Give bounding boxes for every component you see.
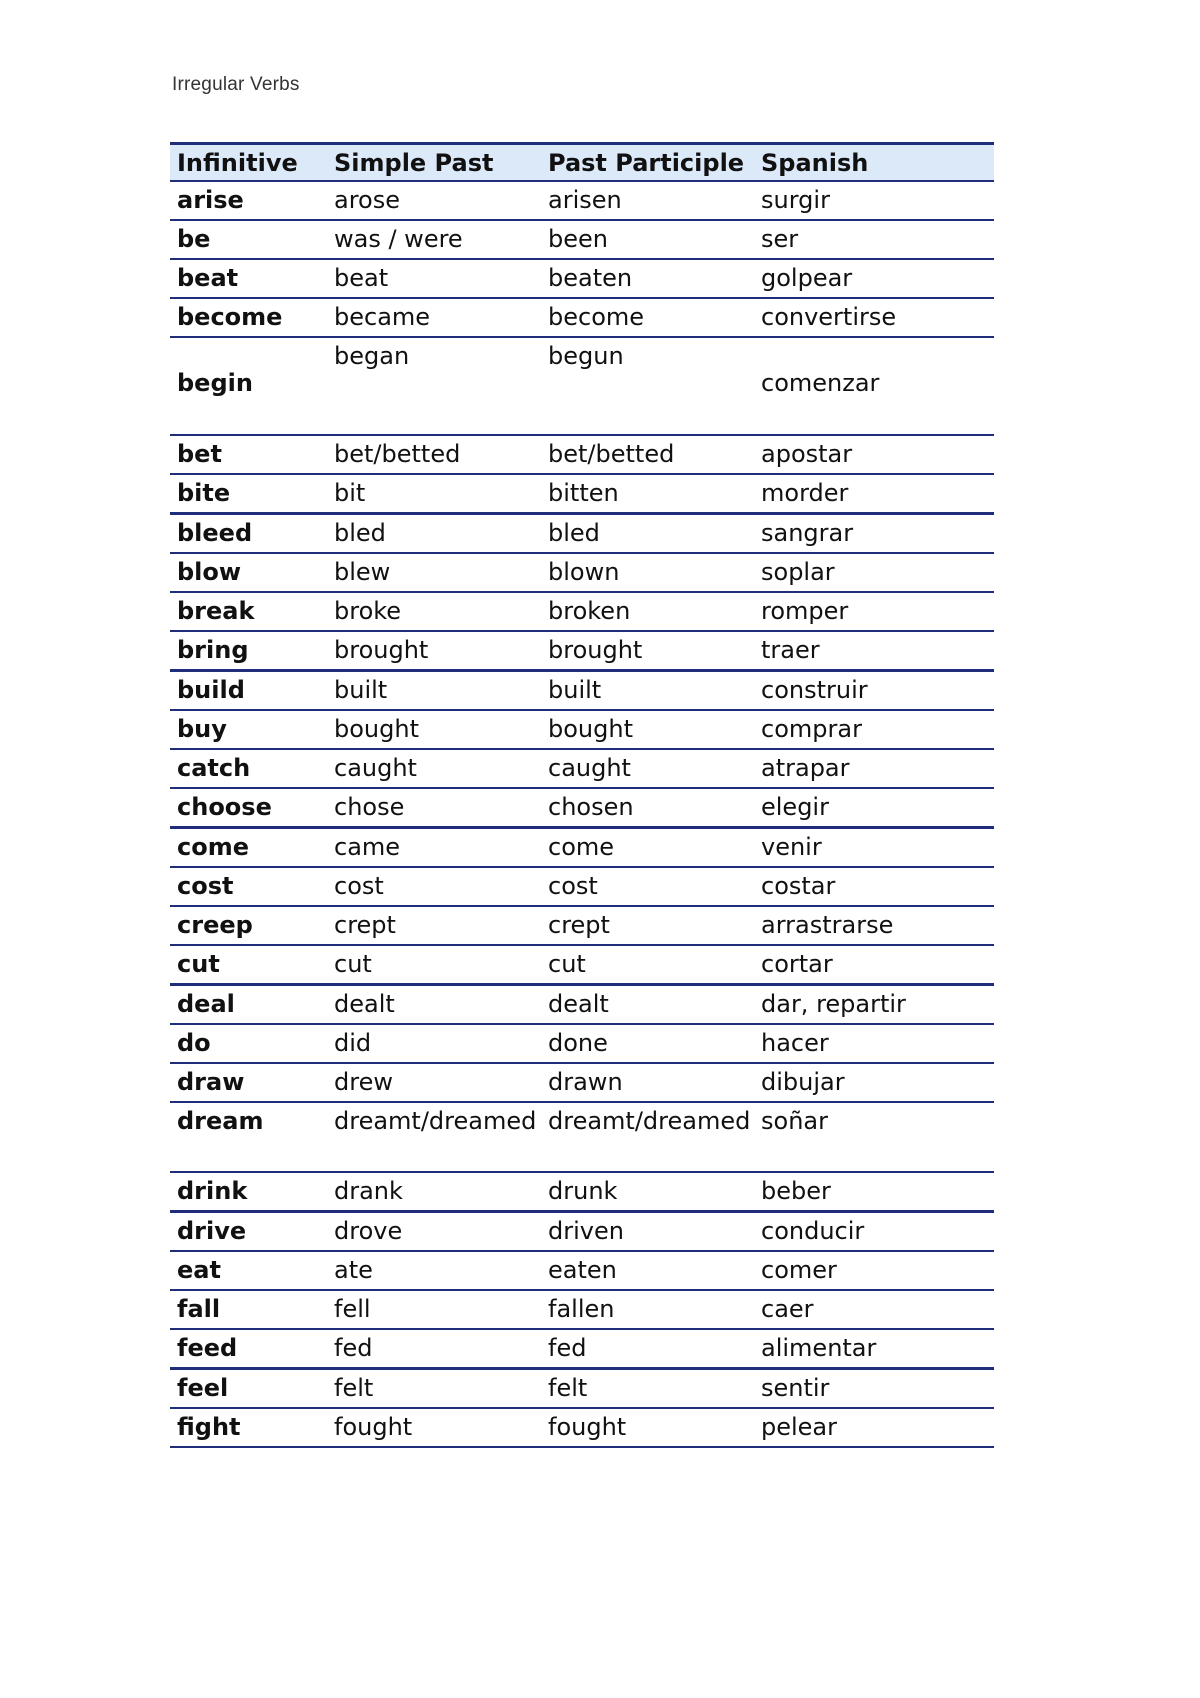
cell-simple-past: bled (327, 514, 541, 554)
cell-past-participle: dealt (541, 985, 754, 1025)
cell-simple-past: crept (327, 906, 541, 945)
cell-spanish: dibujar (754, 1063, 994, 1102)
cell-simple-past: bit (327, 474, 541, 514)
table-row (170, 710, 994, 749)
table-row (170, 867, 994, 906)
header-past-participle: Past Participle (541, 144, 754, 182)
table-row (170, 220, 994, 259)
cell-past-participle: dreamt/dreamed (541, 1102, 754, 1172)
cell-spanish: construir (754, 671, 994, 711)
cell-infinitive: bet (170, 435, 327, 474)
cell-simple-past: drove (327, 1212, 541, 1252)
cell-infinitive: do (170, 1024, 327, 1063)
cell-simple-past: beat (327, 259, 541, 298)
cell-simple-past: arose (327, 181, 541, 220)
table-body (170, 181, 994, 1447)
cell-infinitive: be (170, 220, 327, 259)
cell-simple-past: cut (327, 945, 541, 985)
table-row (170, 1024, 994, 1063)
table-row (170, 592, 994, 631)
cell-past-participle: bet/betted (541, 435, 754, 474)
irregular-verbs-table (170, 142, 994, 1448)
cell-past-participle: crept (541, 906, 754, 945)
cell-spanish: comenzar (754, 337, 994, 435)
cell-simple-past: drank (327, 1172, 541, 1212)
cell-past-participle: cost (541, 867, 754, 906)
table-row (170, 631, 994, 671)
table-row (170, 1063, 994, 1102)
cell-spanish: conducir (754, 1212, 994, 1252)
cell-spanish: comer (754, 1251, 994, 1290)
cell-spanish: soplar (754, 553, 994, 592)
cell-infinitive: deal (170, 985, 327, 1025)
cell-simple-past: came (327, 828, 541, 868)
cell-spanish: ser (754, 220, 994, 259)
table-row (170, 1172, 994, 1212)
cell-simple-past: blew (327, 553, 541, 592)
cell-past-participle: built (541, 671, 754, 711)
cell-past-participle: begun (541, 337, 754, 435)
cell-infinitive: catch (170, 749, 327, 788)
cell-simple-past: built (327, 671, 541, 711)
cell-infinitive: bite (170, 474, 327, 514)
table-row (170, 788, 994, 828)
cell-simple-past: ate (327, 1251, 541, 1290)
table-row (170, 1290, 994, 1329)
cell-spanish: cortar (754, 945, 994, 985)
cell-infinitive: bleed (170, 514, 327, 554)
cell-simple-past: dealt (327, 985, 541, 1025)
table-header-row (170, 144, 994, 182)
cell-infinitive: arise (170, 181, 327, 220)
cell-spanish: dar, repartir (754, 985, 994, 1025)
cell-infinitive: draw (170, 1063, 327, 1102)
table-row (170, 945, 994, 985)
cell-spanish: traer (754, 631, 994, 671)
cell-past-participle: bitten (541, 474, 754, 514)
table-row (170, 1212, 994, 1252)
table-row (170, 337, 994, 435)
cell-infinitive: build (170, 671, 327, 711)
cell-infinitive: come (170, 828, 327, 868)
cell-past-participle: become (541, 298, 754, 337)
cell-spanish: morder (754, 474, 994, 514)
cell-infinitive: feel (170, 1369, 327, 1409)
cell-spanish: comprar (754, 710, 994, 749)
header-simple-past: Simple Past (327, 144, 541, 182)
cell-simple-past: fed (327, 1329, 541, 1369)
table-row (170, 828, 994, 868)
cell-infinitive: bring (170, 631, 327, 671)
table-row (170, 474, 994, 514)
cell-spanish: elegir (754, 788, 994, 828)
table-row (170, 181, 994, 220)
cell-past-participle: bought (541, 710, 754, 749)
cell-simple-past: did (327, 1024, 541, 1063)
cell-infinitive: eat (170, 1251, 327, 1290)
table-row (170, 1369, 994, 1409)
cell-past-participle: brought (541, 631, 754, 671)
header-infinitive: Infinitive (170, 144, 327, 182)
cell-infinitive: buy (170, 710, 327, 749)
cell-simple-past: bet/betted (327, 435, 541, 474)
cell-infinitive: blow (170, 553, 327, 592)
cell-spanish: beber (754, 1172, 994, 1212)
cell-past-participle: arisen (541, 181, 754, 220)
cell-spanish: soñar (754, 1102, 994, 1172)
cell-past-participle: caught (541, 749, 754, 788)
cell-infinitive: beat (170, 259, 327, 298)
cell-past-participle: drunk (541, 1172, 754, 1212)
table-row (170, 1329, 994, 1369)
cell-spanish: sentir (754, 1369, 994, 1409)
cell-past-participle: fought (541, 1408, 754, 1447)
cell-simple-past: broke (327, 592, 541, 631)
cell-past-participle: fed (541, 1329, 754, 1369)
cell-simple-past: fell (327, 1290, 541, 1329)
cell-infinitive: fall (170, 1290, 327, 1329)
cell-simple-past: chose (327, 788, 541, 828)
cell-simple-past: became (327, 298, 541, 337)
cell-past-participle: broken (541, 592, 754, 631)
cell-past-participle: drawn (541, 1063, 754, 1102)
cell-infinitive: cost (170, 867, 327, 906)
cell-spanish: golpear (754, 259, 994, 298)
table-row (170, 259, 994, 298)
document-header: Irregular Verbs (172, 74, 300, 95)
cell-past-participle: been (541, 220, 754, 259)
cell-past-participle: cut (541, 945, 754, 985)
table-row (170, 514, 994, 554)
table-row (170, 1102, 994, 1172)
cell-spanish: convertirse (754, 298, 994, 337)
cell-past-participle: blown (541, 553, 754, 592)
cell-infinitive: cut (170, 945, 327, 985)
cell-simple-past: cost (327, 867, 541, 906)
cell-infinitive: become (170, 298, 327, 337)
table-row (170, 906, 994, 945)
cell-infinitive: creep (170, 906, 327, 945)
cell-infinitive: break (170, 592, 327, 631)
cell-past-participle: eaten (541, 1251, 754, 1290)
cell-past-participle: felt (541, 1369, 754, 1409)
table-row (170, 1251, 994, 1290)
cell-spanish: venir (754, 828, 994, 868)
cell-spanish: alimentar (754, 1329, 994, 1369)
cell-simple-past: felt (327, 1369, 541, 1409)
cell-infinitive: dream (170, 1102, 327, 1172)
cell-past-participle: done (541, 1024, 754, 1063)
cell-past-participle: come (541, 828, 754, 868)
cell-past-participle: driven (541, 1212, 754, 1252)
cell-spanish: pelear (754, 1408, 994, 1447)
cell-past-participle: chosen (541, 788, 754, 828)
cell-simple-past: dreamt/dreamed (327, 1102, 541, 1172)
header-spanish: Spanish (754, 144, 994, 182)
cell-spanish: romper (754, 592, 994, 631)
cell-spanish: costar (754, 867, 994, 906)
cell-infinitive: begin (170, 337, 327, 435)
cell-infinitive: drink (170, 1172, 327, 1212)
cell-simple-past: fought (327, 1408, 541, 1447)
cell-spanish: sangrar (754, 514, 994, 554)
table-row (170, 298, 994, 337)
cell-spanish: atrapar (754, 749, 994, 788)
cell-past-participle: fallen (541, 1290, 754, 1329)
cell-spanish: apostar (754, 435, 994, 474)
table-row (170, 553, 994, 592)
table-row (170, 1408, 994, 1447)
table-row (170, 435, 994, 474)
cell-simple-past: drew (327, 1063, 541, 1102)
cell-simple-past: bought (327, 710, 541, 749)
cell-past-participle: bled (541, 514, 754, 554)
table-row (170, 671, 994, 711)
cell-spanish: arrastrarse (754, 906, 994, 945)
table-row (170, 749, 994, 788)
cell-infinitive: drive (170, 1212, 327, 1252)
cell-simple-past: began (327, 337, 541, 435)
cell-spanish: hacer (754, 1024, 994, 1063)
cell-infinitive: choose (170, 788, 327, 828)
cell-infinitive: fight (170, 1408, 327, 1447)
cell-simple-past: caught (327, 749, 541, 788)
cell-simple-past: was / were (327, 220, 541, 259)
table-row (170, 985, 994, 1025)
cell-simple-past: brought (327, 631, 541, 671)
cell-spanish: surgir (754, 181, 994, 220)
cell-infinitive: feed (170, 1329, 327, 1369)
cell-spanish: caer (754, 1290, 994, 1329)
cell-past-participle: beaten (541, 259, 754, 298)
